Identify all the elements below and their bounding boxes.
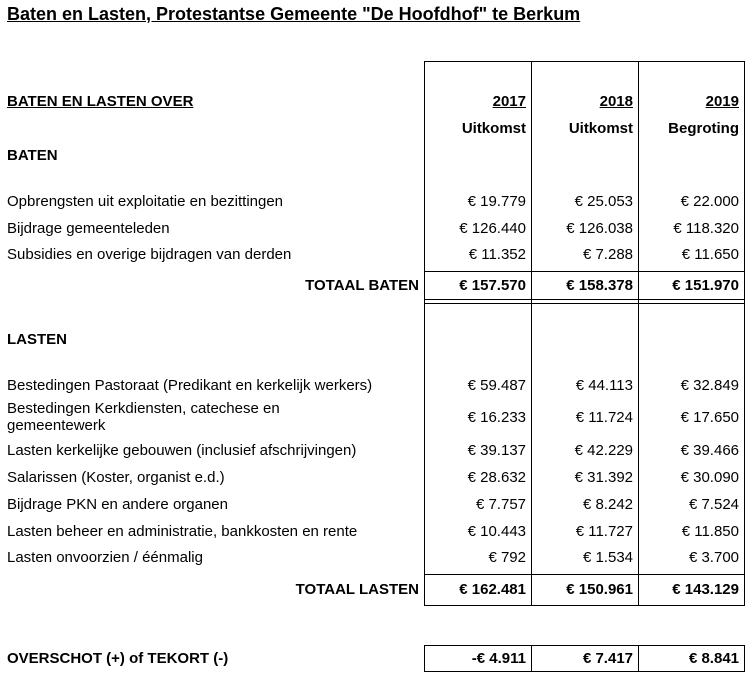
lasten-row-label: Lasten beheer en administratie, bankkosten en rente [7, 523, 358, 540]
baten-heading: BATEN [7, 147, 58, 164]
result-value: € 7.417 [582, 650, 633, 667]
baten-row-value: € 25.053 [574, 193, 633, 210]
lasten-total-label: TOTAAL LASTEN [295, 581, 419, 598]
baten-total-bottom [424, 299, 744, 300]
result-label: OVERSCHOT (+) of TEKORT (-) [7, 650, 229, 667]
lasten-row-value: € 792 [488, 549, 526, 566]
lasten-row-value: € 1.534 [582, 549, 633, 566]
header-label: BATEN EN LASTEN OVER [7, 93, 194, 110]
table-bottom-border [424, 605, 744, 606]
lasten-row-value: € 10.443 [467, 523, 526, 540]
lasten-row-value: € 7.524 [688, 496, 739, 513]
lasten-row-label: Lasten onvoorzien / éénmalig [7, 549, 203, 566]
baten-total-top [424, 271, 744, 272]
lasten-row-value: € 7.757 [475, 496, 526, 513]
lasten-total-top [424, 574, 744, 575]
lasten-row-value: € 30.090 [680, 469, 739, 486]
baten-row-value: € 7.288 [582, 246, 633, 263]
lasten-row-label: Bestedingen Pastoraat (Predikant en kerkelijk werkers) [7, 377, 373, 394]
baten-row-value: € 126.038 [566, 220, 633, 237]
baten-row-label: Bijdrage gemeenteleden [7, 220, 170, 237]
baten-row-value: € 126.440 [459, 220, 526, 237]
lasten-heading: LASTEN [7, 331, 67, 348]
lasten-section-top [424, 303, 744, 304]
lasten-row-value: € 11.850 [681, 523, 739, 540]
baten-total-value: € 157.570 [459, 277, 526, 294]
lasten-row-value: € 28.632 [467, 469, 526, 486]
lasten-row-value: € 3.700 [688, 549, 739, 566]
year-2017: 2017 [492, 93, 526, 110]
baten-total-label: TOTAAL BATEN [305, 277, 419, 294]
lasten-total-value: € 150.961 [566, 581, 633, 598]
year-2019: 2019 [705, 93, 739, 110]
baten-row-value: € 11.352 [468, 246, 526, 263]
type-2018: Uitkomst [568, 120, 633, 137]
result-value: -€ 4.911 [471, 650, 526, 667]
lasten-row-value: € 11.727 [575, 523, 633, 540]
baten-row-value: € 11.650 [681, 246, 739, 263]
baten-row-value: € 118.320 [673, 220, 739, 237]
lasten-row-label: Bestedingen Kerkdiensten, catechese en gemeentewerk [7, 400, 280, 434]
baten-total-value: € 151.970 [672, 277, 739, 294]
lasten-row-value: € 31.392 [574, 469, 633, 486]
lasten-row-value: € 8.242 [582, 496, 633, 513]
table-top-border [424, 61, 744, 62]
baten-row-value: € 19.779 [467, 193, 526, 210]
lasten-total-value: € 162.481 [459, 581, 526, 598]
baten-row-label: Opbrengsten uit exploitatie en bezittingen [7, 193, 284, 210]
lasten-row-label: Salarissen (Koster, organist e.d.) [7, 469, 225, 486]
baten-row-value: € 22.000 [680, 193, 739, 210]
lasten-row-value: € 42.229 [574, 442, 633, 459]
lasten-row-value: € 16.233 [467, 409, 526, 426]
lasten-row-value: € 17.650 [680, 409, 739, 426]
lasten-row-value: € 39.466 [680, 442, 739, 459]
lasten-row-value: € 32.849 [680, 377, 739, 394]
lasten-row-value: € 39.137 [467, 442, 526, 459]
baten-total-value: € 158.378 [566, 277, 633, 294]
year-2018: 2018 [599, 93, 633, 110]
baten-row-label: Subsidies en overige bijdragen van derden [7, 246, 292, 263]
lasten-row-label: Lasten kerkelijke gebouwen (inclusief afschrijvingen) [7, 442, 357, 459]
type-2019: Begroting [668, 120, 739, 137]
result-value: € 8.841 [688, 650, 739, 667]
page-title: Baten en Lasten, Protestantse Gemeente "De Hoofdhof" te Berkum [7, 4, 581, 24]
col-divider-right [744, 61, 745, 606]
lasten-total-value: € 143.129 [672, 581, 739, 598]
lasten-row-value: € 11.724 [575, 409, 633, 426]
lasten-row-value: € 59.487 [467, 377, 526, 394]
lasten-row-label: Bijdrage PKN en andere organen [7, 496, 228, 513]
lasten-row-value: € 44.113 [575, 377, 633, 394]
type-2017: Uitkomst [461, 120, 526, 137]
